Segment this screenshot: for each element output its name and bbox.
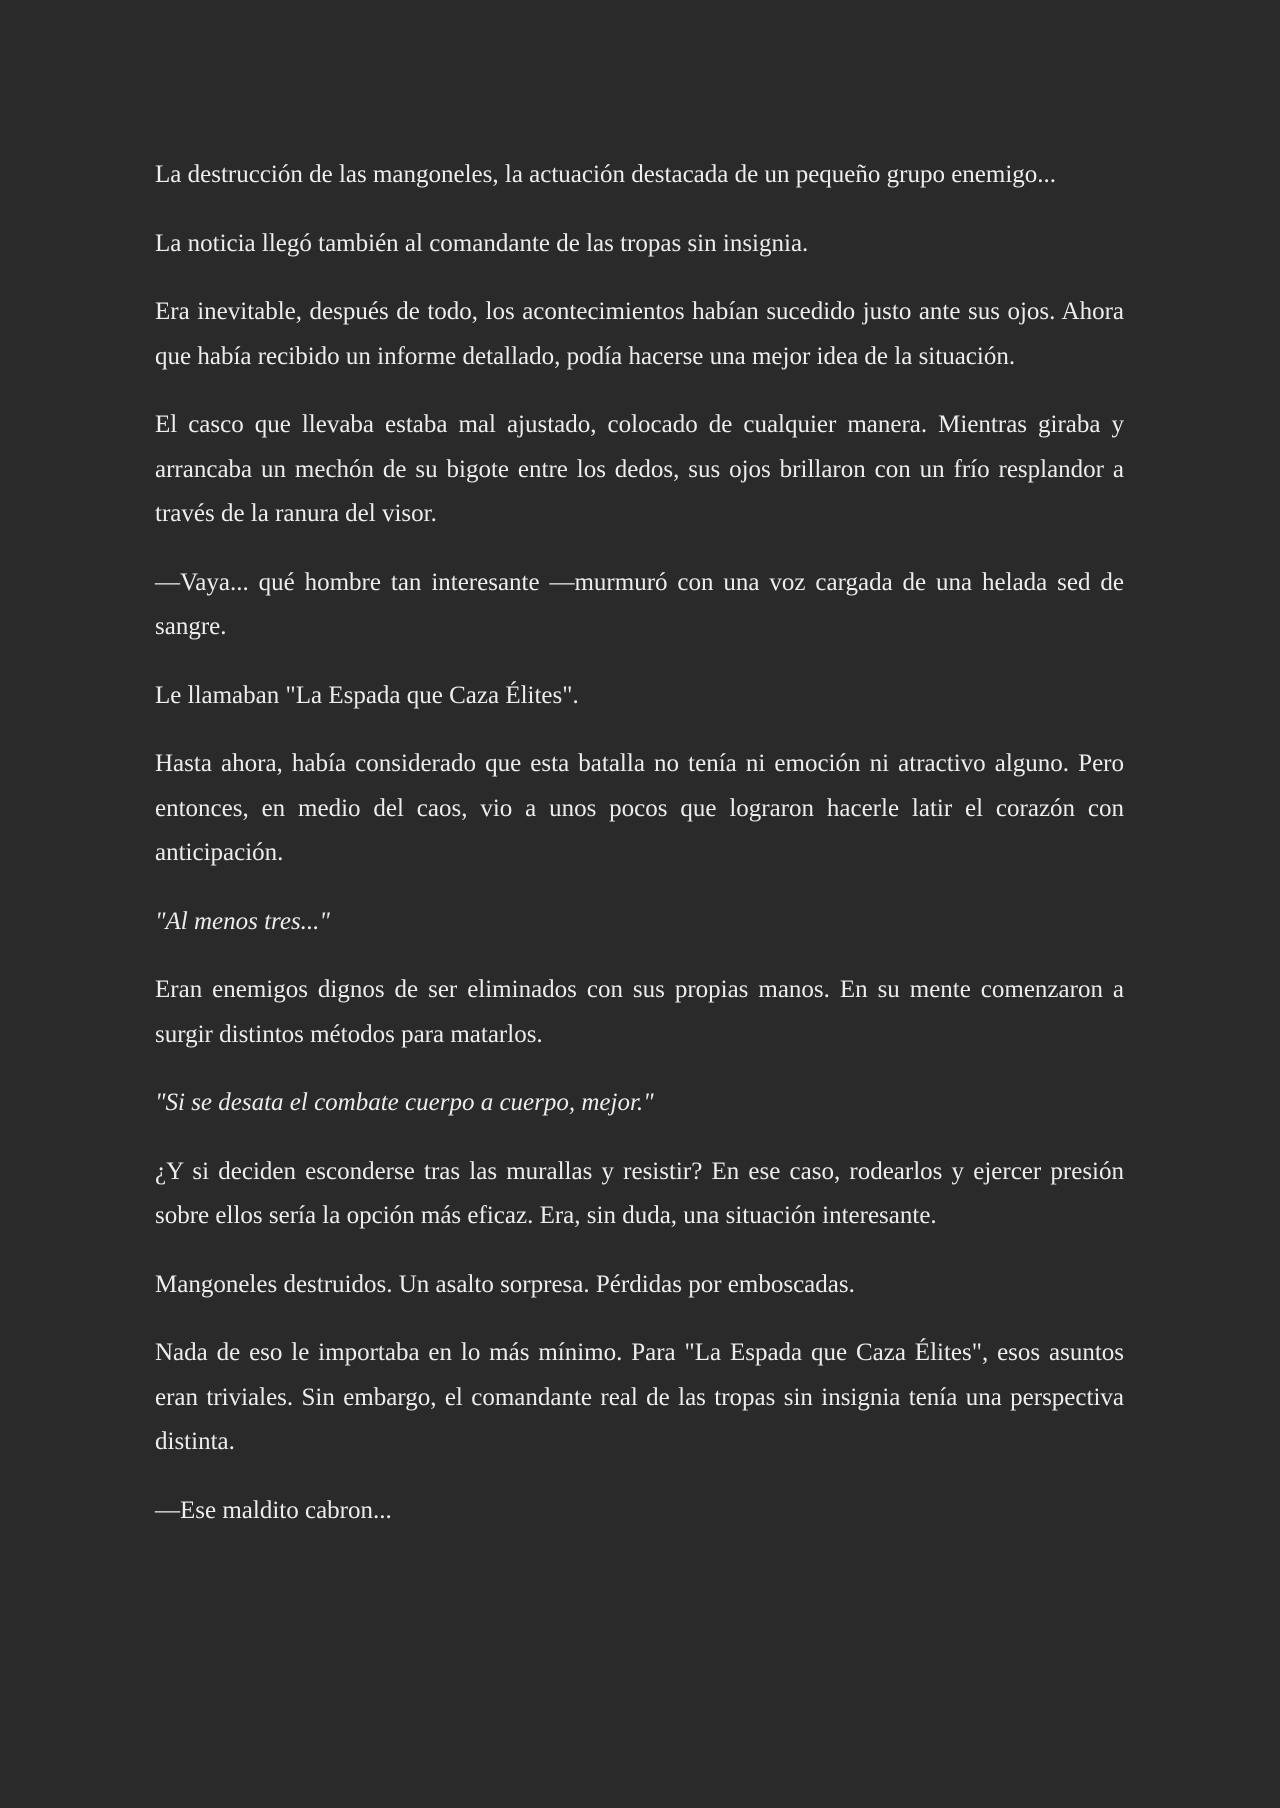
paragraph: Eran enemigos dignos de ser eliminados con sus propias manos. En su mente comenzaron a surgir distintos métodos para matarlos.: [155, 976, 1124, 1048]
thought-paragraph: "Al menos tres...": [155, 907, 330, 935]
paragraph: Hasta ahora, había considerado que esta batalla no tenía ni emoción ni atractivo alguno. Pero entonces, en medio del caos, vio a unos pocos que lograron hacerle latir el corazón con anticipación.: [155, 750, 1124, 866]
paragraph: La destrucción de las mangoneles, la actuación destacada de un pequeño grupo enemigo...: [155, 161, 1057, 188]
dialogue-paragraph: —Vaya... qué hombre tan interesante —murmuró con una voz cargada de una helada sed de sangre.: [155, 568, 1124, 640]
dialogue-paragraph: —Ese maldito cabron...: [155, 1496, 392, 1524]
thought-paragraph: "Si se desata el combate cuerpo a cuerpo, mejor.": [155, 1089, 654, 1116]
chapter-text: [155, 153, 1124, 1533]
paragraph: Nada de eso le importaba en lo más mínimo. Para "La Espada que Caza Élites", esos asuntos eran triviales. Sin embargo, el comandante real de las tropas sin insignia tenía una perspectiva distinta.: [155, 1339, 1124, 1455]
paragraph: Mangoneles destruidos. Un asalto sorpresa. Pérdidas por emboscadas.: [155, 1270, 855, 1298]
paragraph: Le llamaban "La Espada que Caza Élites".: [155, 681, 579, 709]
paragraph: La noticia llegó también al comandante de las tropas sin insignia.: [155, 229, 809, 257]
paragraph: El casco que llevaba estaba mal ajustado, colocado de cualquier manera. Mientras giraba y arrancaba un mechón de su bigote entre los dedos, sus ojos brillaron con un frío resplandor a través de la ranura del visor.: [155, 411, 1124, 527]
paragraph: ¿Y si deciden esconderse tras las murallas y resistir? En ese caso, rodearlos y ejercer presión sobre ellos sería la opción más eficaz. Era, sin duda, una situación interesante.: [155, 1157, 1124, 1229]
paragraph: Era inevitable, después de todo, los acontecimientos habían sucedido justo ante sus ojos. Ahora que había recibido un informe detallado, podía hacerse una mejor idea de la situación.: [155, 298, 1124, 370]
